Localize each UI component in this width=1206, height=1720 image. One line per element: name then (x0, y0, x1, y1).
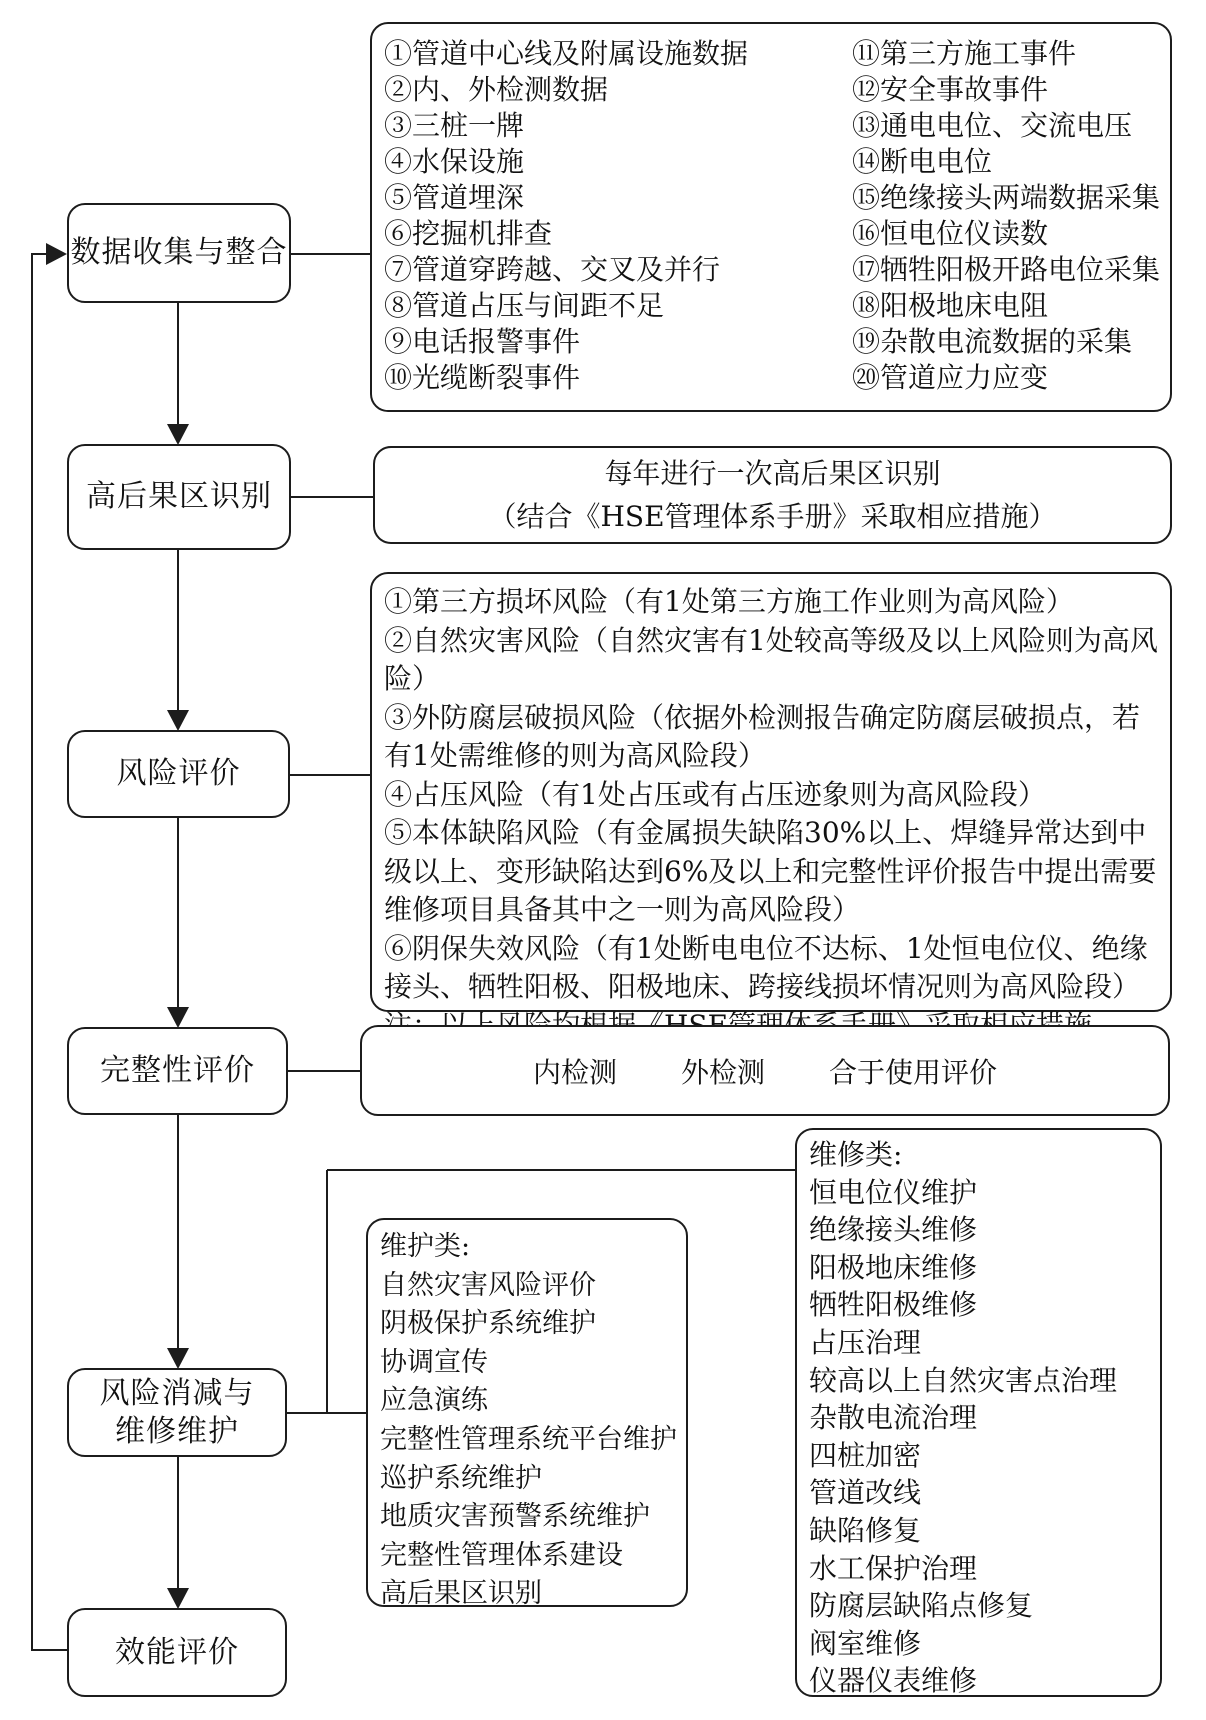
list-item: ⑬通电电位、交流电压 (852, 109, 1133, 142)
list-item: 地质灾害预警系统维护 (380, 1501, 650, 1533)
list-item: ①管道中心线及附属设施数据 (384, 37, 749, 70)
list-item: ⑪第三方施工事件 (852, 37, 1077, 70)
list-item: 水工保护治理 (809, 1551, 978, 1585)
arrowhead-step3 (167, 710, 189, 731)
maintenance-title: 维护类: (380, 1231, 471, 1262)
list-item: ③三桩一牌 (384, 109, 525, 142)
list-item: 阀室维修 (809, 1626, 922, 1660)
hca-line1: 每年进行一次高后果区识别 (604, 457, 941, 490)
step-label: 效能评价 (115, 1634, 239, 1670)
risk-detail-box (370, 572, 1172, 1012)
step-label: 数据收集与整合 (70, 235, 288, 270)
list-item: ⑦管道穿跨越、交叉及并行 (384, 253, 721, 286)
step-label-line2: 维修维护 (115, 1413, 239, 1449)
list-item: ⑥挖掘机排查 (384, 217, 553, 250)
list-item: 恒电位仪维护 (809, 1175, 978, 1209)
step-label: 风险评价 (116, 756, 241, 791)
list-item: ⑲杂散电流数据的采集 (852, 325, 1133, 358)
list-item: 仪器仪表维修 (809, 1664, 978, 1698)
step-risk-assessment (67, 730, 290, 818)
list-item: 阴极保护系统维护 (380, 1308, 596, 1340)
list-item: ②自然灾害风险（自然灾害有1处较高等级及以上风险则为高风险） (384, 623, 1158, 695)
list-item: ⑯恒电位仪读数 (852, 217, 1049, 250)
list-item: 占压治理 (809, 1325, 922, 1359)
data-collection-items-right (852, 36, 1160, 402)
arrowhead-feedback (46, 243, 67, 265)
risk-items (384, 583, 1158, 1007)
list-item: ⑮绝缘接头两端数据采集 (852, 181, 1161, 214)
integrity-item-external: 外检测 (680, 1055, 765, 1089)
data-collection-items-left (384, 36, 852, 402)
arrowhead-step5 (167, 1348, 189, 1369)
repair-title: 维修类: (809, 1138, 903, 1171)
list-item: ⑩光缆断裂事件 (384, 361, 581, 394)
list-item: 应急演练 (380, 1385, 488, 1417)
arrowhead-step4 (167, 1007, 189, 1028)
arrowhead-step2 (167, 424, 189, 445)
list-item: 自然灾害风险评价 (380, 1269, 596, 1301)
list-item: 杂散电流治理 (809, 1401, 978, 1435)
list-item: 阳极地床维修 (809, 1250, 978, 1284)
list-item: ⑰牺牲阳极开路电位采集 (852, 253, 1161, 286)
list-item: ②内、外检测数据 (384, 73, 609, 106)
list-item: ①第三方损坏风险（有1处第三方施工作业则为高风险） (384, 585, 1074, 618)
step-label: 完整性评价 (100, 1053, 255, 1088)
repair-category-box (795, 1128, 1162, 1697)
step-integrity-assessment (67, 1027, 288, 1115)
step-hca-identification (67, 444, 291, 550)
integrity-item-fitness: 合于使用评价 (829, 1055, 998, 1089)
list-item: ⑧管道占压与间距不足 (384, 289, 665, 322)
step-risk-mitigation (67, 1368, 287, 1457)
list-item: 巡护系统维护 (380, 1462, 542, 1494)
list-item: ⑤管道埋深 (384, 181, 525, 214)
list-item: ⑳管道应力应变 (852, 361, 1049, 394)
integrity-item-internal: 内检测 (532, 1055, 617, 1089)
list-item: 绝缘接头维修 (809, 1213, 978, 1247)
maintenance-category-box (366, 1218, 688, 1610)
hca-line2: （结合《HSE管理体系手册》采取相应措施） (488, 500, 1057, 533)
list-item: ③外防腐层破损风险（依据外检测报告确定防腐层破损点，若有1处需维修的则为高风险段） (384, 700, 1141, 772)
maintenance-items (380, 1267, 678, 1614)
data-collection-items-box (370, 22, 1172, 412)
list-item: 管道改线 (809, 1476, 922, 1510)
list-item: 高后果区识别 (380, 1578, 542, 1610)
list-item: 防腐层缺陷点修复 (809, 1589, 1034, 1623)
step-label: 高后果区识别 (86, 479, 272, 514)
step-label-line1: 风险消减与 (99, 1375, 255, 1411)
list-item: ⑨电话报警事件 (384, 325, 581, 358)
step-data-collection (67, 203, 291, 303)
list-item: 完整性管理系统平台维护 (380, 1423, 677, 1455)
step-performance-evaluation (67, 1608, 287, 1697)
list-item: ⑱阳极地床电阻 (852, 289, 1049, 322)
arrowhead-step6 (167, 1588, 189, 1609)
list-item: 四桩加密 (809, 1438, 922, 1472)
integrity-detail-box (360, 1025, 1170, 1116)
list-item: ④占压风险（有1处占压或有占压迹象则为高风险段） (384, 777, 1046, 811)
hca-detail-box (373, 446, 1172, 544)
list-item: ⑫安全事故事件 (852, 73, 1049, 106)
list-item: 较高以上自然灾害点治理 (809, 1363, 1118, 1397)
feedback-loop-line (32, 254, 67, 1650)
repair-items (809, 1174, 1152, 1700)
list-item: ⑥阴保失效风险（有1处断电电位不达标、1处恒电位仪、绝缘接头、牺牲阳极、阳极地床、跨接线损坏情况则为高风险段） (384, 931, 1148, 1003)
list-item: 牺牲阳极维修 (809, 1288, 978, 1322)
list-item: ⑭断电电位 (852, 145, 993, 178)
list-item: 完整性管理体系建设 (380, 1539, 623, 1571)
list-item: ⑤本体缺陷风险（有金属损失缺陷30%以上、焊缝异常达到中级以上、变形缺陷达到6%及以上和完整性评价报告中提出需要维修项目具备其中之一则为高风险段） (384, 816, 1157, 926)
list-item: 协调宣传 (380, 1346, 488, 1378)
list-item: ④水保设施 (384, 145, 525, 178)
list-item: 缺陷修复 (809, 1513, 922, 1547)
